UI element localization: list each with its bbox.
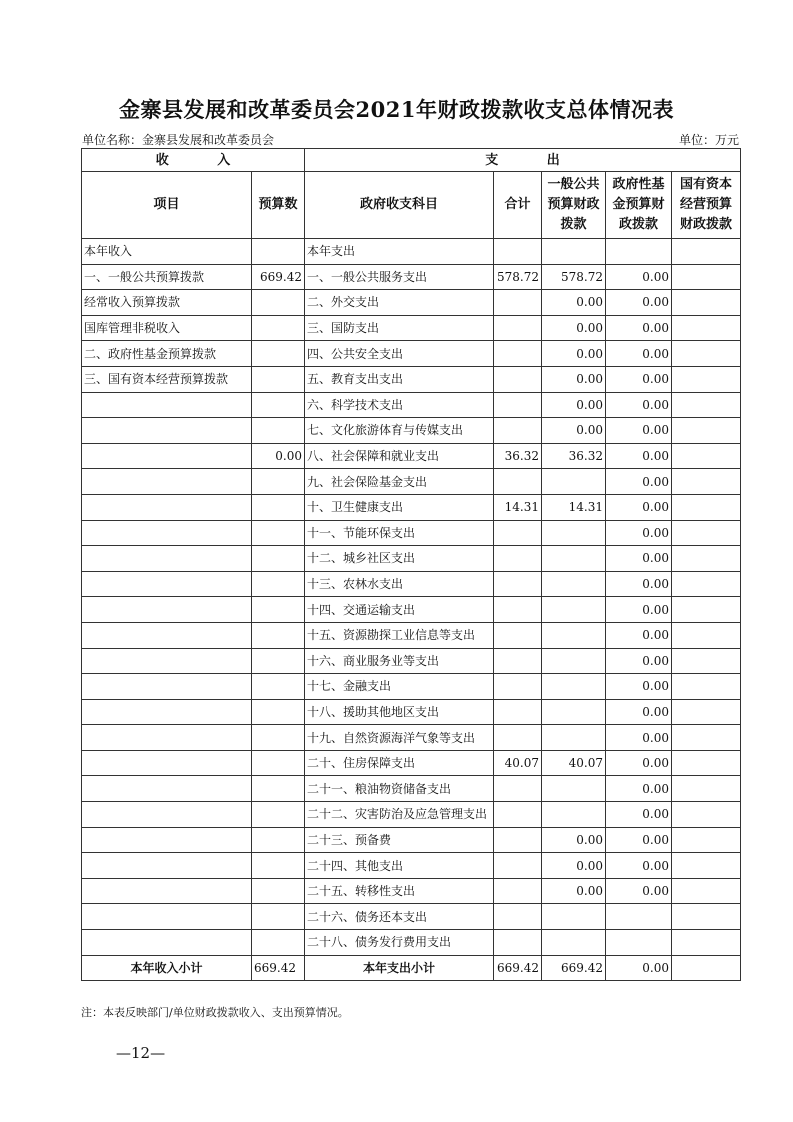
subject-cell: 四、公共安全支出 [305,341,494,367]
table-row [82,290,741,316]
budget-cell [252,546,305,572]
income-item-cell [82,571,252,597]
state-capital-cell [672,802,741,828]
total-cell [494,315,542,341]
income-item-cell [82,853,252,879]
budget-cell [252,853,305,879]
fund-budget-cell: 0.00 [606,750,672,776]
budget-cell [252,622,305,648]
budget-cell [252,494,305,520]
general-budget-cell [542,648,606,674]
income-subtotal-value: 669.42 [252,955,305,981]
state-capital-cell [672,494,741,520]
budget-cell: 0.00 [252,443,305,469]
general-budget-cell [542,571,606,597]
total-cell: 578.72 [494,264,542,290]
fund-budget-cell: 0.00 [606,264,672,290]
total-cell [494,597,542,623]
fund-budget-cell: 0.00 [606,494,672,520]
fund-budget-cell: 0.00 [606,341,672,367]
budget-cell [252,341,305,367]
subject-cell: 十二、城乡社区支出 [305,546,494,572]
income-item-cell [82,699,252,725]
header-row-1 [82,149,741,172]
table-row [82,648,741,674]
table-row [82,853,741,879]
fund-budget-cell [606,239,672,265]
general-budget-cell [542,597,606,623]
total-cell [494,341,542,367]
income-item-cell [82,494,252,520]
budget-cell: 669.42 [252,264,305,290]
budget-cell [252,930,305,956]
fund-budget-cell: 0.00 [606,392,672,418]
state-capital-cell [672,904,741,930]
general-budget-cell: 0.00 [542,878,606,904]
general-budget-cell: 36.32 [542,443,606,469]
state-capital-cell [672,597,741,623]
income-item-cell [82,725,252,751]
income-item-cell [82,520,252,546]
footnote: 注：本表反映部门/单位财政拨款收入、支出预算情况。 [81,1006,349,1019]
table-row [82,930,741,956]
state-capital-cell [672,290,741,316]
total-cell [494,392,542,418]
subject-cell: 十三、农林水支出 [305,571,494,597]
table-row [82,494,741,520]
total-cell [494,802,542,828]
state-capital-cell [672,239,741,265]
total-cell [494,853,542,879]
subject-cell: 十六、商业服务业等支出 [305,648,494,674]
total-cell [494,878,542,904]
subject-cell: 二十二、灾害防治及应急管理支出 [305,802,494,828]
budget-cell [252,776,305,802]
fund-budget-cell: 0.00 [606,648,672,674]
income-item-cell [82,546,252,572]
fund-budget-cell: 0.00 [606,802,672,828]
budget-cell [252,699,305,725]
expense-header: 支 出 [305,149,741,172]
fund-budget-cell: 0.00 [606,366,672,392]
unit-name: 单位名称：金寨县发展和改革委员会 [82,133,275,147]
fund-budget-cell: 0.00 [606,315,672,341]
expense-subtotal-total: 669.42 [494,955,542,981]
budget-cell [252,239,305,265]
table-row [82,622,741,648]
state-capital-cell [672,264,741,290]
state-capital-cell [672,827,741,853]
fund-budget-cell: 0.00 [606,469,672,495]
budget-cell [252,571,305,597]
general-budget-cell [542,520,606,546]
general-budget-cell: 14.31 [542,494,606,520]
income-item-cell [82,443,252,469]
fund-budget-cell: 0.00 [606,878,672,904]
general-budget-cell: 0.00 [542,290,606,316]
total-cell [494,418,542,444]
state-capital-cell [672,750,741,776]
income-header: 收 入 [82,149,305,172]
subject-cell: 二十三、预备费 [305,827,494,853]
subject-cell: 一、一般公共服务支出 [305,264,494,290]
table-row [82,443,741,469]
expense-subtotal-general: 669.42 [542,955,606,981]
fund-budget-cell [606,930,672,956]
income-item-cell [82,622,252,648]
table-row [82,750,741,776]
table-row [82,469,741,495]
subject-cell: 九、社会保险基金支出 [305,469,494,495]
fund-budget-cell: 0.00 [606,418,672,444]
general-budget-cell [542,674,606,700]
expense-subtotal-state [672,955,741,981]
state-capital-cell [672,571,741,597]
budget-cell [252,648,305,674]
total-cell [494,674,542,700]
state-capital-cell [672,366,741,392]
table-row [82,341,741,367]
fund-budget-cell: 0.00 [606,725,672,751]
general-budget-cell: 40.07 [542,750,606,776]
budget-cell [252,750,305,776]
table-row [82,264,741,290]
general-budget-cell [542,725,606,751]
state-capital-cell [672,315,741,341]
subject-cell: 十五、资源勘探工业信息等支出 [305,622,494,648]
table-row [82,520,741,546]
subject-cell: 二十、住房保障支出 [305,750,494,776]
state-capital-cell [672,469,741,495]
income-item-cell: 二、政府性基金预算拨款 [82,341,252,367]
page-title: 金寨县发展和改革委员会2021年财政拨款收支总体情况表 [119,97,674,122]
expense-subtotal-label: 本年支出小计 [305,955,494,981]
general-budget-cell [542,239,606,265]
total-cell [494,904,542,930]
income-item-cell [82,904,252,930]
income-item-cell [82,674,252,700]
income-item-cell: 国库管理非税收入 [82,315,252,341]
fund-budget-cell: 0.00 [606,520,672,546]
income-item-cell [82,930,252,956]
table-row [82,239,741,265]
table-row [82,366,741,392]
total-cell [494,520,542,546]
income-item-cell [82,392,252,418]
subject-cell: 二、外交支出 [305,290,494,316]
subject-cell: 十、卫生健康支出 [305,494,494,520]
subject-cell: 八、社会保障和就业支出 [305,443,494,469]
budget-cell [252,802,305,828]
table-row [82,725,741,751]
general-budget-cell: 578.72 [542,264,606,290]
fund-budget-cell: 0.00 [606,571,672,597]
fund-budget-cell: 0.00 [606,290,672,316]
total-cell: 36.32 [494,443,542,469]
state-capital-cell [672,699,741,725]
budget-cell [252,469,305,495]
total-cell: 40.07 [494,750,542,776]
subject-cell: 十九、自然资源海洋气象等支出 [305,725,494,751]
budget-cell [252,392,305,418]
general-budget-cell [542,622,606,648]
total-cell [494,469,542,495]
table-row [82,699,741,725]
unit-label: 单位：万元 [678,133,739,147]
subject-cell: 二十五、转移性支出 [305,878,494,904]
state-capital-cell [672,341,741,367]
subject-header: 政府收支科目 [305,172,494,239]
budget-cell [252,520,305,546]
income-item-cell [82,776,252,802]
state-capital-cell [672,622,741,648]
state-capital-cell [672,443,741,469]
subject-cell: 五、教育支出支出 [305,366,494,392]
state-capital-cell [672,930,741,956]
subject-cell: 七、文化旅游体育与传媒支出 [305,418,494,444]
table-row [82,878,741,904]
general-budget-cell: 0.00 [542,827,606,853]
fund-budget-cell: 0.00 [606,546,672,572]
general-budget-cell [542,904,606,930]
income-item-cell: 本年收入 [82,239,252,265]
budget-table [81,148,741,981]
budget-cell [252,418,305,444]
totals-row [82,955,741,981]
state-capital-cell [672,392,741,418]
table-row [82,597,741,623]
general-budget-cell: 0.00 [542,315,606,341]
table-row [82,904,741,930]
general-budget-cell: 0.00 [542,392,606,418]
state-capital-cell [672,878,741,904]
state-capital-cell [672,418,741,444]
budget-cell [252,725,305,751]
total-cell: 14.31 [494,494,542,520]
total-cell [494,776,542,802]
fund-budget-cell: 0.00 [606,776,672,802]
expense-subtotal-fund: 0.00 [606,955,672,981]
table-row [82,546,741,572]
general-budget-header: 一般公共预算财政拨款 [542,172,606,239]
table-row [82,418,741,444]
state-capital-cell [672,725,741,751]
page-number: —12— [116,1044,166,1062]
table-row [82,392,741,418]
state-capital-cell [672,520,741,546]
budget-cell [252,674,305,700]
budget-cell [252,827,305,853]
general-budget-cell [542,776,606,802]
budget-cell [252,904,305,930]
general-budget-cell [542,546,606,572]
subject-cell: 十七、金融支出 [305,674,494,700]
subject-cell: 六、科学技术支出 [305,392,494,418]
table-row [82,315,741,341]
income-item-cell [82,750,252,776]
fund-budget-cell: 0.00 [606,622,672,648]
fund-budget-cell: 0.00 [606,699,672,725]
fund-budget-header: 政府性基金预算财政拨款 [606,172,672,239]
fund-budget-cell [606,904,672,930]
general-budget-cell [542,930,606,956]
table-row [82,802,741,828]
state-capital-cell [672,674,741,700]
header-row-2 [82,172,741,239]
total-cell [494,546,542,572]
income-item-cell [82,827,252,853]
subject-cell: 十一、节能环保支出 [305,520,494,546]
fund-budget-cell: 0.00 [606,443,672,469]
state-capital-cell [672,546,741,572]
state-capital-header: 国有资本经营预算财政拨款 [672,172,741,239]
state-capital-cell [672,853,741,879]
income-item-cell [82,802,252,828]
state-capital-cell [672,648,741,674]
income-item-cell [82,878,252,904]
total-cell [494,622,542,648]
subject-cell: 三、国防支出 [305,315,494,341]
income-subtotal-label: 本年收入小计 [82,955,252,981]
fund-budget-cell: 0.00 [606,597,672,623]
total-cell [494,699,542,725]
income-item-cell [82,469,252,495]
budget-cell [252,290,305,316]
income-item-cell [82,648,252,674]
budget-cell [252,597,305,623]
subject-cell: 二十四、其他支出 [305,853,494,879]
subject-cell: 二十六、债务还本支出 [305,904,494,930]
general-budget-cell: 0.00 [542,341,606,367]
income-item-cell: 三、国有资本经营预算拨款 [82,366,252,392]
total-header: 合计 [494,172,542,239]
budget-header: 预算数 [252,172,305,239]
subject-cell: 十四、交通运输支出 [305,597,494,623]
total-cell [494,290,542,316]
general-budget-cell: 0.00 [542,366,606,392]
budget-cell [252,315,305,341]
general-budget-cell [542,469,606,495]
general-budget-cell: 0.00 [542,853,606,879]
subject-cell: 二十八、债务发行费用支出 [305,930,494,956]
fund-budget-cell: 0.00 [606,827,672,853]
budget-cell [252,366,305,392]
budget-cell [252,878,305,904]
fund-budget-cell: 0.00 [606,853,672,879]
item-header: 项目 [82,172,252,239]
total-cell [494,827,542,853]
general-budget-cell [542,802,606,828]
table-row [82,776,741,802]
state-capital-cell [672,776,741,802]
fund-budget-cell: 0.00 [606,674,672,700]
subject-cell: 十八、援助其他地区支出 [305,699,494,725]
table-row [82,674,741,700]
table-row [82,571,741,597]
income-item-cell: 经常收入预算拨款 [82,290,252,316]
table-row [82,827,741,853]
subject-cell: 二十一、粮油物资储备支出 [305,776,494,802]
general-budget-cell [542,699,606,725]
income-item-cell [82,597,252,623]
income-item-cell [82,418,252,444]
subject-cell: 本年支出 [305,239,494,265]
general-budget-cell: 0.00 [542,418,606,444]
total-cell [494,725,542,751]
total-cell [494,239,542,265]
total-cell [494,571,542,597]
total-cell [494,930,542,956]
total-cell [494,648,542,674]
total-cell [494,366,542,392]
income-item-cell: 一、一般公共预算拨款 [82,264,252,290]
